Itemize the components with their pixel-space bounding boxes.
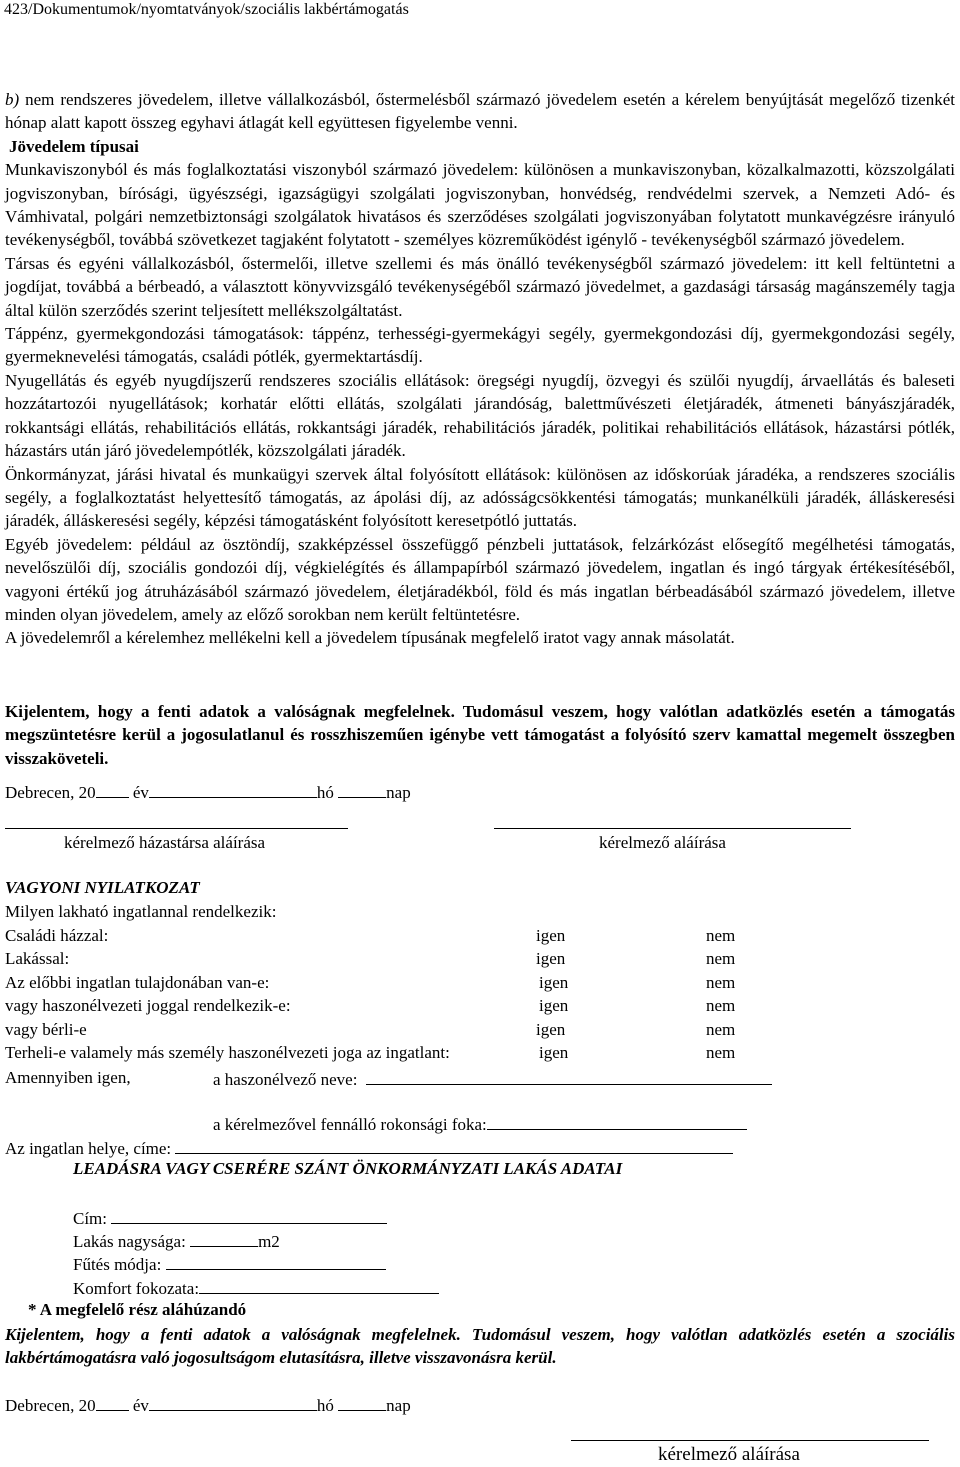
heating-blank[interactable] [166, 1253, 386, 1270]
row-label: Lakással: [5, 949, 70, 969]
year-blank[interactable] [96, 781, 129, 798]
declaration-1: Kijelentem, hogy a fenti adatok a valóságnak megfelelnek. Tudomásul veszem, hogy valótlan adatközlés esetén a támogatás megszüntetésre kerül a jogosulatlanul és rosszhiszeműen igénybe vett támogatást a folyósító szerv kamattal megemelt összegben visszaköveteli. [5, 702, 955, 768]
date-day: nap [386, 783, 411, 802]
relation-label: a kérelmezővel fennálló rokonsági foka: [213, 1115, 487, 1134]
property-row [5, 1043, 955, 1066]
row-label: vagy haszonélvezeti joggal rendelkezik-e: [5, 996, 291, 1016]
breadcrumb: 423/Dokumentumok/nyomtatványok/szociális lakbértámogatás [4, 1, 409, 18]
size-label: Lakás nagysága: [73, 1232, 186, 1251]
date-place: Debrecen, 20 [5, 1396, 96, 1415]
date-year: év [132, 1396, 149, 1415]
intro-paragraph [5, 88, 955, 135]
property-row [5, 949, 955, 972]
address-blank[interactable] [111, 1207, 387, 1224]
yes-option[interactable]: igen [539, 996, 569, 1016]
income-paragraph: A jövedelemről a kérelemhez mellékelni kell a jövedelem típusának megfelelő iratot vagy annak másolatát. [5, 628, 735, 648]
underline-note: * A megfelelő rész aláhúzandó [28, 1300, 247, 1319]
month-blank[interactable] [149, 1394, 317, 1411]
no-option[interactable]: nem [706, 972, 736, 992]
income-paragraph: Táppénz, gyermekgondozási támogatások: táppénz, terhességi-gyermekágyi segély, gyermekgondozási díj, gyermekgondozási segély, gyermeknevelési támogatás, családi pótlék, gyermektartásdíj. [5, 324, 955, 367]
location-blank[interactable] [175, 1137, 733, 1154]
yes-option[interactable]: igen [539, 1042, 569, 1062]
intro-text: nem rendszeres jövedelem, illetve vállalkozásból, őstermelésből származó jövedelem esetén a kérelem benyújtását megelőző tizenkét hónap alatt kapott összeg egyhavi átlagát kell együttesen figyelembe venni. [5, 90, 955, 133]
no-option[interactable]: nem [706, 926, 736, 945]
income-types-heading: Jövedelem típusai [9, 136, 139, 156]
heating-label: Fűtés módja: [73, 1255, 162, 1274]
exchange-title: LEADÁSRA VAGY CSERÉRE SZÁNT ÖNKORMÁNYZATI LAKÁS ADATAI [73, 1159, 623, 1178]
beneficiary-name-label: a haszonélvező neve: [213, 1070, 358, 1089]
final-signature-line[interactable] [571, 1440, 929, 1441]
beneficiary-name-field [213, 1068, 772, 1090]
final-signature-label: kérelmező aláírása [658, 1444, 800, 1465]
date-month: hó [316, 783, 334, 802]
income-paragraph: Önkormányzat, járási hivatal és munkaügyi szervek által folyósított ellátások: különösen az időskorúak járadéka, a rendszeres szociális segély, a foglalkoztatást helyettesítő támogatás, az ápolási díj, az adósságcsökkentési támogatás; munkanélküli járadék, álláskeresési járadék, álláskeresési segély, képzési támogatásként folyósított keresetpótló juttatás. [5, 464, 955, 531]
if-yes-label: Amennyiben igen, [5, 1068, 131, 1087]
row-label: Terheli-e valamely más személy haszonélvezeti joga az ingatlant: [5, 1042, 450, 1062]
income-paragraph: Munkaviszonyból és más foglalkoztatási viszonyból származó jövedelem: különösen a munkaviszonyban, közalkalmazotti, közszolgálati jogviszonyban, bírósági, ügyészségi, igazságügyi szolgálati jogviszonyban, honvédség, rendvédelmi szervek, a Nemzeti Adó- és Vámhivatal, polgári nemzetbiztonsági szolgálatok hivatásos és szerződéses szolgálati jogviszonyában folytatott munkavégzésre irányuló tevékenységből, továbbá szövetkezet tagjaként folytatott - személyes közreműködést igénylő - tevékenységből származó jövedelem. [5, 160, 955, 250]
spouse-signature-line[interactable] [5, 828, 348, 829]
relation-field [213, 1113, 747, 1135]
date-month: hó [316, 1396, 334, 1415]
no-option[interactable]: nem [706, 996, 736, 1016]
row-label: vagy bérli-e [5, 1019, 87, 1039]
property-table [5, 926, 955, 1068]
declaration-2: Kijelentem, hogy a fenti adatok a valóságnak megfelelnek. Tudomásul veszem, hogy valótlan adatközlés esetén a szociális lakbértámogatásra való jogosultságom elutasításra, illetve visszavonásra kerül. [5, 1325, 955, 1368]
date-day: nap [386, 1396, 411, 1415]
intro-lead: b) [5, 90, 20, 109]
yes-option[interactable]: igen [539, 972, 569, 992]
property-title: VAGYONI NYILATKOZAT [5, 878, 200, 897]
row-label: Családi házzal: [5, 926, 109, 945]
yes-option[interactable]: igen [536, 926, 566, 945]
date-line [5, 781, 411, 803]
row-label: Az előbbi ingatlan tulajdonában van-e: [5, 972, 270, 992]
date-place: Debrecen, 20 [5, 783, 96, 802]
property-row [5, 973, 955, 996]
relation-blank[interactable] [487, 1113, 747, 1130]
no-option[interactable]: nem [706, 949, 736, 969]
size-unit: m2 [258, 1232, 280, 1251]
beneficiary-name-blank[interactable] [366, 1068, 772, 1085]
date-year: év [132, 783, 149, 802]
heating-field [73, 1253, 386, 1275]
comfort-blank[interactable] [199, 1277, 439, 1294]
year-blank[interactable] [96, 1394, 129, 1411]
property-question: Milyen lakható ingatlannal rendelkezik: [5, 902, 277, 921]
no-option[interactable]: nem [706, 1042, 736, 1062]
comfort-field [73, 1277, 439, 1299]
income-paragraph: Egyéb jövedelem: például az ösztöndíj, szakképzéssel összefüggő pénzbeli juttatások, felzárkózást elősegítő megélhetési támogatás, nevelőszülői díj, szociális gondozói díj, végkielégítés és állampapírból származó jövedelem, ingatlan és ingó tárgyak értékesítéséből, vagyoni értékű jog átruházásából származó jövedelem, életjáradékból, föld és más ingatlan bérbeadásából származó jövedelem, illetve minden olyan jövedelem, amely az előző sorokban nem került feltüntetésre. [5, 534, 955, 624]
document-body [5, 88, 955, 650]
income-paragraph: Társas és egyéni vállalkozásból, őstermelői, illetve szellemi és más önálló tevékenységből származó jövedelem: itt kell feltüntetni a jogdíjat, továbbá a bérbeadó, a választott könyvvizsgáló tevékenységéből származó jövedelmet, a gazdasági társaság magánszemély tagja által külön szerződés szerint teljesített mellékszolgáltatást. [5, 253, 955, 320]
spouse-signature-label: kérelmező házastársa aláírása [64, 833, 266, 852]
address-label: Cím: [73, 1209, 108, 1228]
day-blank[interactable] [338, 1394, 386, 1411]
applicant-signature-label: kérelmező aláírása [599, 833, 726, 852]
no-option[interactable]: nem [706, 1019, 736, 1039]
property-row [5, 996, 955, 1019]
yes-option[interactable]: igen [536, 949, 566, 969]
applicant-signature-line[interactable] [494, 828, 851, 829]
comfort-label: Komfort fokozata: [73, 1279, 200, 1298]
yes-option[interactable]: igen [536, 1019, 566, 1039]
day-blank[interactable] [338, 781, 386, 798]
location-label: Az ingatlan helye, címe: [5, 1139, 172, 1158]
address-field [73, 1207, 387, 1229]
month-blank[interactable] [149, 781, 317, 798]
date-line-2 [5, 1394, 411, 1416]
size-field [73, 1230, 280, 1252]
location-field [5, 1137, 733, 1159]
property-row [5, 926, 955, 949]
property-row [5, 1020, 955, 1043]
size-blank[interactable] [190, 1230, 258, 1247]
income-paragraph: Nyugellátás és egyéb nyugdíjszerű rendszeres szociális ellátások: öregségi nyugdíj, özvegyi és szülői nyugdíj, árvaellátás és baleseti hozzátartozói nyugellátások; korhatár előtti ellátás, szolgálati járandóság, balettművészeti életjáradék, átmeneti bányászjáradék, rokkantsági ellátás, rehabilitációs ellátás, rokkantsági járadék, rehabilitációs járadék, politikai rehabilitációs ellátások, házastársi pótlék, házastárs után járó jövedelempótlék, közszolgálati járadék. [5, 370, 955, 461]
